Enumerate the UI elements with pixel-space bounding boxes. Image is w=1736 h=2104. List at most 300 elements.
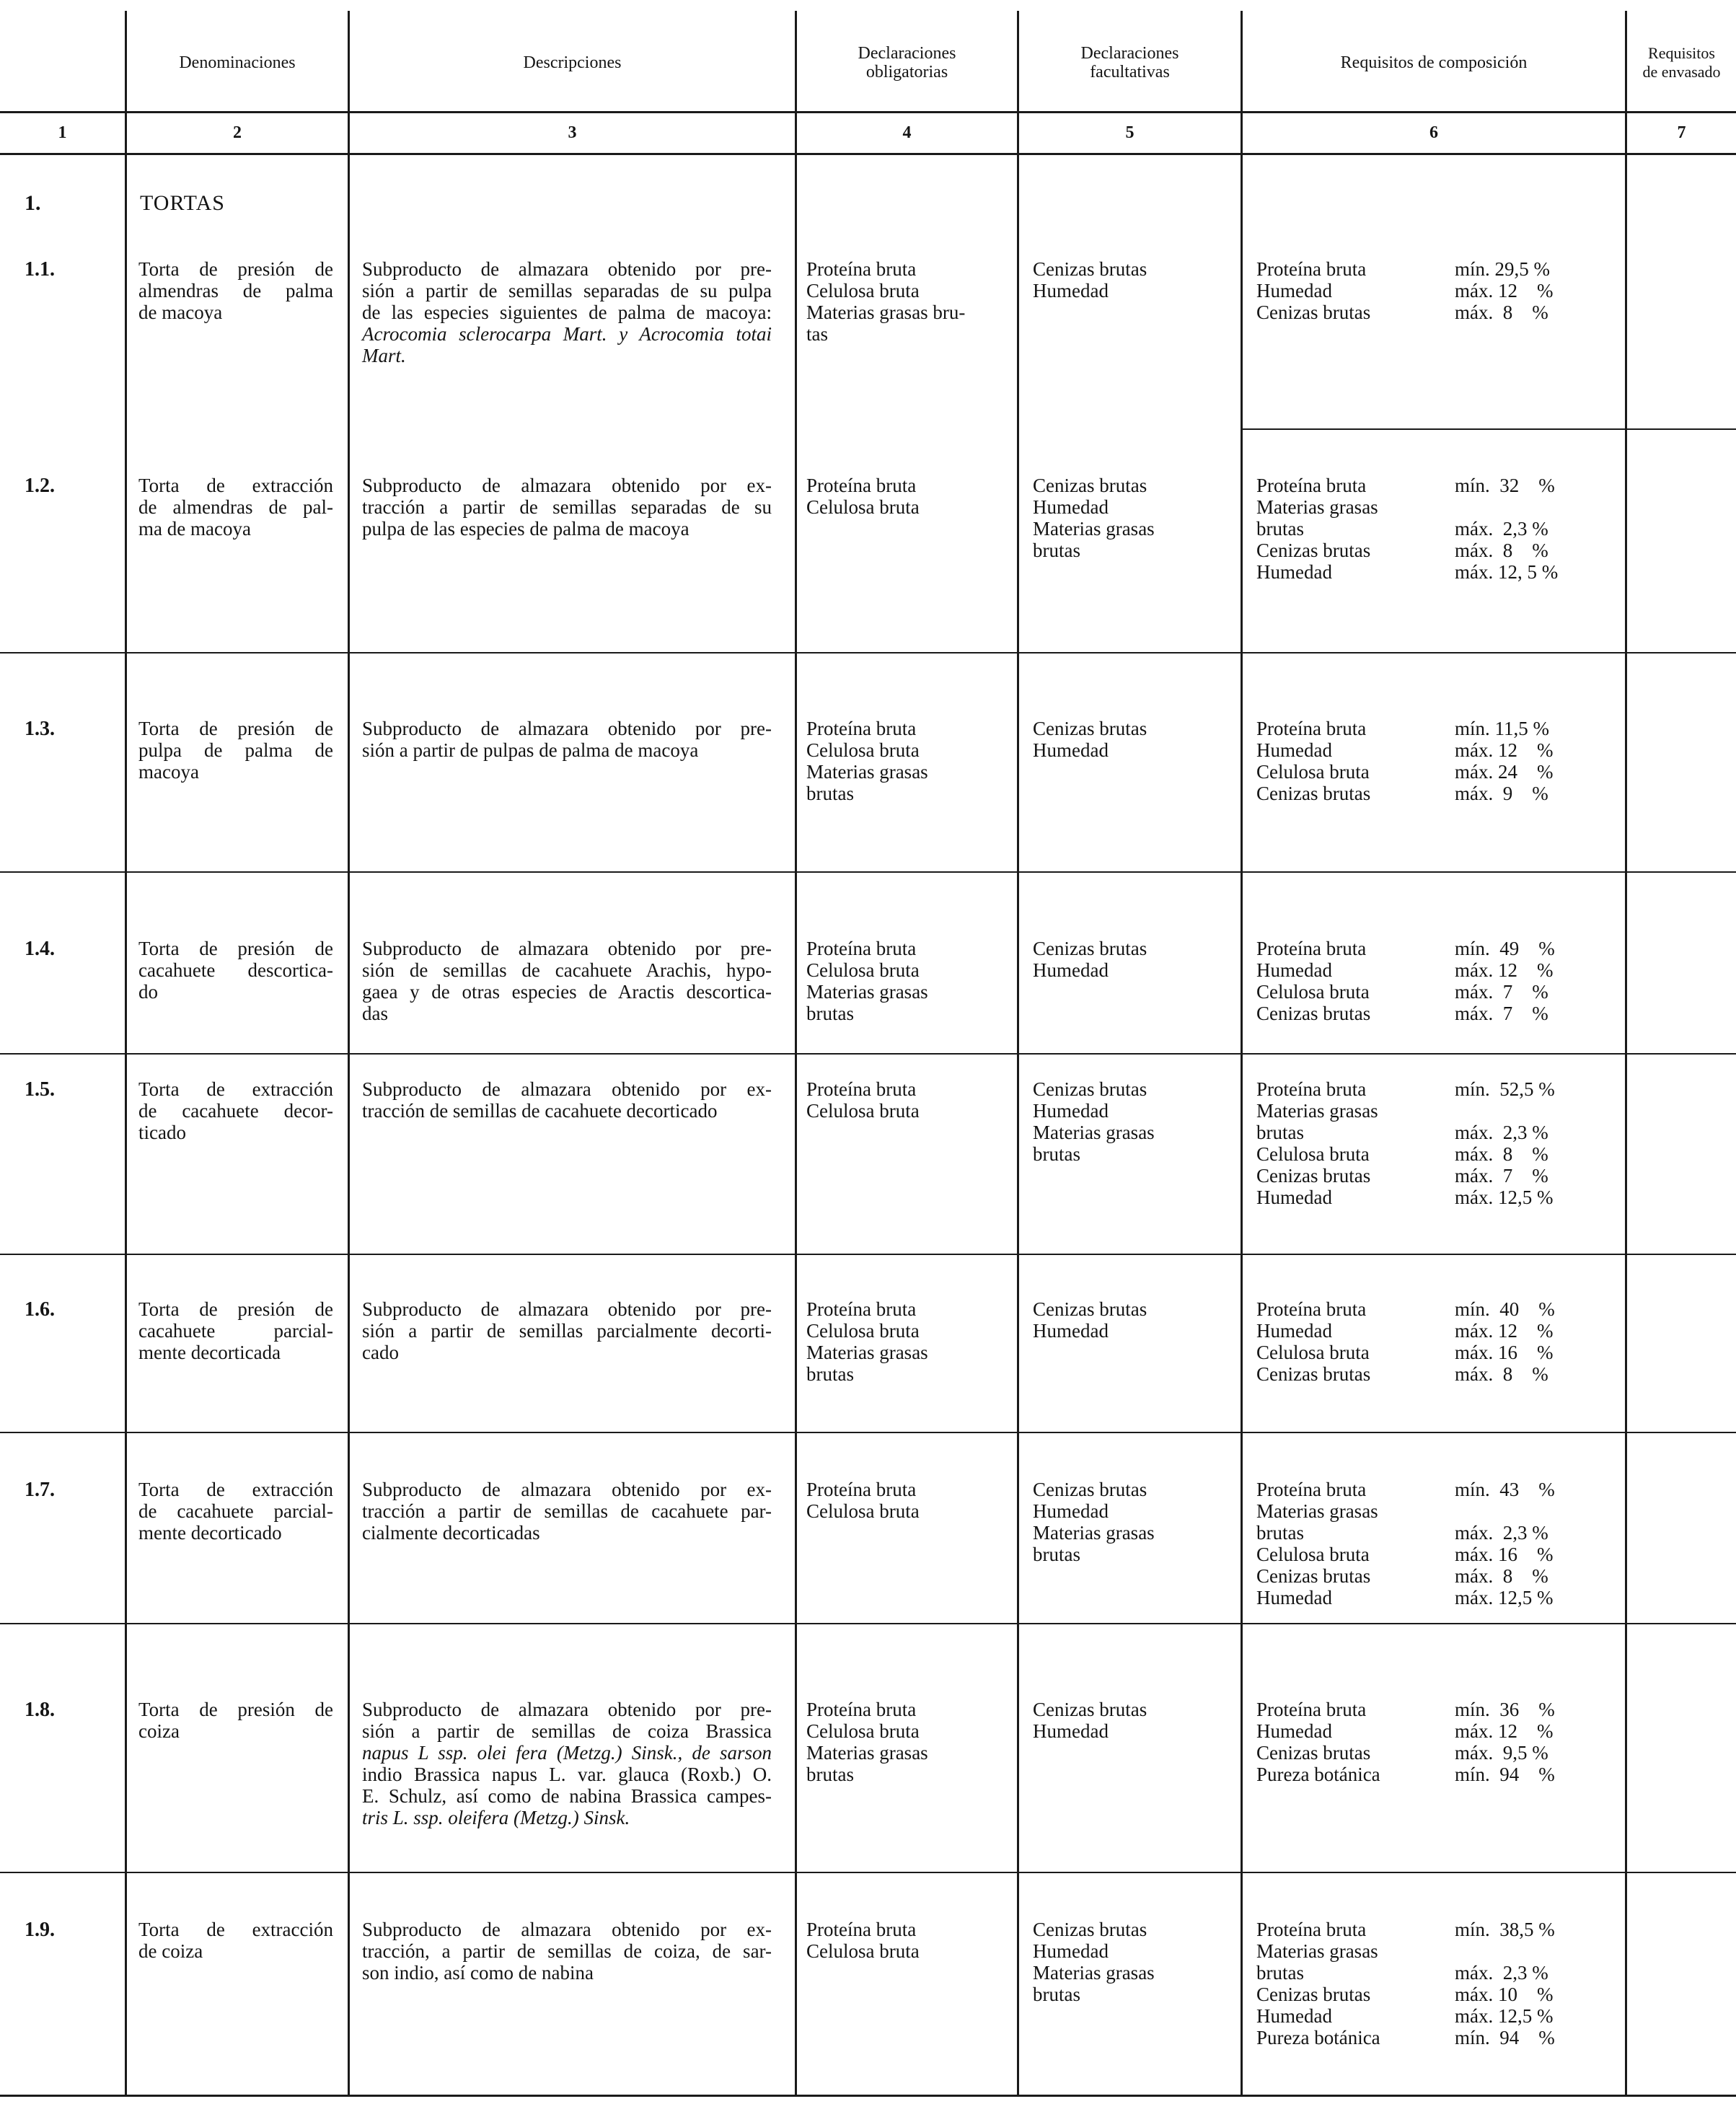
requisito-value: máx. 24 % xyxy=(1455,761,1554,783)
row-denominacion xyxy=(138,1479,333,1544)
text-line: indio Brassica napus L. var. glauca (Roxb.) O. xyxy=(362,1764,772,1785)
requisito-name: Humedad xyxy=(1256,561,1332,583)
text-line: tracción a partir de semillas separadas de su xyxy=(362,496,772,518)
column-divider xyxy=(795,11,797,2097)
text-line: sión a partir de semillas de coiza Brassica xyxy=(362,1720,772,1742)
requisito-line xyxy=(1256,1320,1613,1342)
text-line: brutas xyxy=(806,783,854,804)
requisito-value: mín. 43 % xyxy=(1455,1479,1555,1500)
text-line: das xyxy=(362,1003,388,1024)
text-line: tracción a partir de semillas de cacahuete par- xyxy=(362,1500,772,1522)
header-declaraciones-obligatorias xyxy=(797,14,1017,111)
row-number: 1.8. xyxy=(25,1699,55,1721)
row-descripcion xyxy=(362,718,772,761)
requisito-value: mín. 49 % xyxy=(1455,938,1555,959)
row-declaraciones-facultativas xyxy=(1033,1699,1235,1742)
requisito-value: máx. 12, 5 % xyxy=(1455,561,1559,583)
text-line: Cenizas brutas xyxy=(1033,938,1147,959)
text-line: Materias grasas bru- xyxy=(806,301,966,323)
text-line: Subproducto de almazara obtenido por pre- xyxy=(362,938,772,959)
requisito-name: Humedad xyxy=(1256,1587,1332,1608)
text-line: Celulosa bruta xyxy=(806,496,920,518)
text-line: Proteína bruta xyxy=(806,1078,917,1100)
column-number-rule xyxy=(0,153,1736,155)
text-line: Proteína bruta xyxy=(806,1479,917,1500)
text-line: de cacahuete parcial- xyxy=(138,1500,333,1522)
requisito-value: máx. 2,3 % xyxy=(1455,1962,1548,1984)
text-line: tracción, a partir de semillas de coiza, de sar- xyxy=(362,1940,772,1962)
header-line: obligatorias xyxy=(865,63,948,82)
requisito-name: Celulosa bruta xyxy=(1256,1342,1370,1363)
requisito-value: máx. 12,5 % xyxy=(1455,1187,1554,1208)
text-line: Celulosa bruta xyxy=(806,1940,920,1962)
row-denominacion xyxy=(138,1919,333,1962)
requisito-value: máx. 16 % xyxy=(1455,1544,1554,1565)
requisito-name: Humedad xyxy=(1256,739,1332,761)
row-separator xyxy=(0,652,1736,653)
requisito-name: Cenizas brutas xyxy=(1256,301,1371,323)
requisito-name: Cenizas brutas xyxy=(1256,540,1371,561)
requisito-value: máx. 8 % xyxy=(1455,1363,1548,1385)
text-line: Humedad xyxy=(1033,739,1109,761)
requisito-value: máx. 2,3 % xyxy=(1455,518,1548,540)
row-declaraciones-facultativas xyxy=(1033,1919,1235,2005)
requisito-name: Pureza botánica xyxy=(1256,2027,1380,2048)
requisito-name: Proteína bruta xyxy=(1256,718,1367,739)
requisito-value: mín. 29,5 % xyxy=(1455,258,1550,280)
requisito-name: Celulosa bruta xyxy=(1256,981,1370,1003)
text-line: Subproducto de almazara obtenido por pre- xyxy=(362,718,772,739)
requisito-name: Pureza botánica xyxy=(1256,1764,1380,1785)
text-line: Cenizas brutas xyxy=(1033,1479,1147,1500)
text-line: Torta de extracción xyxy=(138,1078,333,1100)
text-line: Humedad xyxy=(1033,280,1109,301)
requisito-value: máx. 12 % xyxy=(1455,1720,1554,1742)
text-line: Humedad xyxy=(1033,959,1109,981)
row-descripcion xyxy=(362,1699,772,1828)
requisito-name: Cenizas brutas xyxy=(1256,1003,1371,1024)
requisito-line xyxy=(1256,2027,1613,2048)
requisito-name: Materias grasas xyxy=(1256,1500,1378,1522)
requisito-value: mín. 32 % xyxy=(1455,475,1555,496)
text-line: Celulosa bruta xyxy=(806,959,920,981)
requisito-value: máx. 2,3 % xyxy=(1455,1122,1548,1143)
text-line: E. Schulz, así como de nabina Brassica campes- xyxy=(362,1785,772,1807)
row-declaraciones-obligatorias xyxy=(806,475,1008,518)
text-line: pulpa de palma de xyxy=(138,739,333,761)
requisito-line xyxy=(1256,1100,1613,1122)
text-line: cacahuete descortica- xyxy=(138,959,333,981)
text-line: Materias grasas xyxy=(1033,1522,1155,1544)
text-line: brutas xyxy=(1033,1143,1080,1165)
text-line: Subproducto de almazara obtenido por ex- xyxy=(362,1479,772,1500)
requisito-name: Humedad xyxy=(1256,1720,1332,1742)
text-line: Acrocomia sclerocarpa Mart. y Acrocomia totai xyxy=(362,323,772,345)
text-line: Materias grasas xyxy=(1033,1122,1155,1143)
requisito-line xyxy=(1256,1940,1613,1962)
requisito-line xyxy=(1256,1919,1613,1940)
row-declaraciones-facultativas xyxy=(1033,718,1235,761)
row-descripcion xyxy=(362,938,772,1024)
requisito-name: Humedad xyxy=(1256,2005,1332,2027)
row-declaraciones-facultativas xyxy=(1033,258,1235,301)
row-separator xyxy=(0,1623,1736,1624)
row-separator xyxy=(0,1872,1736,1873)
text-line: Torta de presión de xyxy=(138,1298,333,1320)
row-declaraciones-facultativas xyxy=(1033,475,1235,561)
row-descripcion xyxy=(362,1479,772,1544)
column-number: 4 xyxy=(902,123,912,142)
text-line: Torta de extracción xyxy=(138,475,333,496)
row-denominacion xyxy=(138,718,333,783)
requisito-value: máx. 12 % xyxy=(1455,739,1554,761)
row-descripcion xyxy=(362,258,772,366)
requisito-value: mín. 52,5 % xyxy=(1455,1078,1555,1100)
requisito-line xyxy=(1256,1742,1613,1764)
requisito-name: Humedad xyxy=(1256,1187,1332,1208)
text-line: Torta de extracción xyxy=(138,1479,333,1500)
row-separator xyxy=(0,871,1736,873)
text-line: Torta de presión de xyxy=(138,1699,333,1720)
requisito-line xyxy=(1256,1479,1613,1500)
text-line: brutas xyxy=(806,1764,854,1785)
requisito-value: máx. 7 % xyxy=(1455,1165,1548,1187)
requisito-name: Cenizas brutas xyxy=(1256,783,1371,804)
row-separator xyxy=(0,1432,1736,1433)
text-line: mente decorticado xyxy=(138,1522,282,1544)
text-line: Humedad xyxy=(1033,1720,1109,1742)
row-descripcion xyxy=(362,1298,772,1363)
row-declaraciones-obligatorias xyxy=(806,718,1008,804)
text-line: Celulosa bruta xyxy=(806,280,920,301)
text-line: Mart. xyxy=(362,345,406,366)
text-line: Torta de presión de xyxy=(138,938,333,959)
row-number: 1.3. xyxy=(25,718,55,740)
row-separator xyxy=(0,1254,1736,1255)
column-number: 7 xyxy=(1677,123,1686,142)
row-requisitos-composicion xyxy=(1256,938,1613,1024)
requisito-value: máx. 8 % xyxy=(1455,540,1548,561)
text-line: Materias grasas xyxy=(806,1742,928,1764)
text-line: Subproducto de almazara obtenido por pre- xyxy=(362,1699,772,1720)
row-denominacion xyxy=(138,938,333,1003)
column-number: 3 xyxy=(568,123,577,142)
row-declaraciones-obligatorias xyxy=(806,1078,1008,1122)
text-line: Materias grasas xyxy=(1033,1962,1155,1984)
text-line: Celulosa bruta xyxy=(806,1320,920,1342)
requisito-value: máx. 16 % xyxy=(1455,1342,1554,1363)
text-line: Subproducto de almazara obtenido por pre- xyxy=(362,1298,772,1320)
requisito-name: Proteína bruta xyxy=(1256,1479,1367,1500)
requisito-name: Materias grasas xyxy=(1256,496,1378,518)
text-line: Celulosa bruta xyxy=(806,1500,920,1522)
text-line: sión a partir de semillas separadas de su pulpa xyxy=(362,280,772,301)
text-line: Proteína bruta xyxy=(806,718,917,739)
text-line: Humedad xyxy=(1033,1500,1109,1522)
text-line: Cenizas brutas xyxy=(1033,718,1147,739)
requisito-name: Proteína bruta xyxy=(1256,258,1367,280)
text-line: son indio, así como de nabina xyxy=(362,1962,594,1984)
requisito-name: Humedad xyxy=(1256,959,1332,981)
requisito-line xyxy=(1256,2005,1613,2027)
requisito-name: Materias grasas xyxy=(1256,1100,1378,1122)
row-descripcion xyxy=(362,475,772,540)
row-requisitos-composicion xyxy=(1256,1919,1613,2048)
requisito-value xyxy=(1455,1500,1613,1522)
text-line: de las especies siguientes de palma de macoya: xyxy=(362,301,772,323)
requisito-name: Cenizas brutas xyxy=(1256,1742,1371,1764)
text-line: Proteína bruta xyxy=(806,475,917,496)
column-divider xyxy=(1625,11,1627,2097)
requisito-line xyxy=(1256,1565,1613,1587)
row-denominacion xyxy=(138,1298,333,1363)
row-requisitos-composicion xyxy=(1256,1298,1613,1385)
text-line: Proteína bruta xyxy=(806,1298,917,1320)
requisito-name: brutas xyxy=(1256,1122,1304,1143)
requisito-value xyxy=(1455,496,1613,518)
text-line: Cenizas brutas xyxy=(1033,1298,1147,1320)
text-line: sión de semillas de cacahuete Arachis, hypo- xyxy=(362,959,772,981)
requisito-name: Proteína bruta xyxy=(1256,1919,1367,1940)
row-number: 1.4. xyxy=(25,938,55,960)
requisito-name: Cenizas brutas xyxy=(1256,1363,1371,1385)
text-line: ticado xyxy=(138,1122,186,1143)
header-line: de envasado xyxy=(1642,63,1721,81)
requisito-value: mín. 11,5 % xyxy=(1455,718,1549,739)
row-descripcion xyxy=(362,1078,772,1122)
text-line: Celulosa bruta xyxy=(806,739,920,761)
requisito-line xyxy=(1256,783,1613,804)
requisito-value: máx. 7 % xyxy=(1455,981,1548,1003)
requisito-name: Proteína bruta xyxy=(1256,475,1367,496)
text-line: brutas xyxy=(1033,1984,1080,2005)
header-denominaciones: Denominaciones xyxy=(179,53,296,72)
text-line: Torta de presión de xyxy=(138,718,333,739)
requisito-name: Celulosa bruta xyxy=(1256,1143,1370,1165)
requisito-name: Cenizas brutas xyxy=(1256,1165,1371,1187)
text-line: cacahuete parcial- xyxy=(138,1320,333,1342)
requisito-value: mín. 38,5 % xyxy=(1455,1919,1555,1940)
text-line: tracción de semillas de cacahuete decorticado xyxy=(362,1100,718,1122)
text-line: Materias grasas xyxy=(806,981,928,1003)
text-line: brutas xyxy=(1033,540,1080,561)
row-denominacion xyxy=(138,475,333,540)
header-line: Requisitos xyxy=(1648,44,1715,62)
text-line: Celulosa bruta xyxy=(806,1100,920,1122)
row-declaraciones-facultativas xyxy=(1033,1078,1235,1165)
requisito-line xyxy=(1256,1984,1613,2005)
requisito-name: Proteína bruta xyxy=(1256,1699,1367,1720)
row-descripcion xyxy=(362,1919,772,1984)
row-separator xyxy=(1241,428,1736,430)
requisito-line xyxy=(1256,1078,1613,1100)
requisito-value: máx. 12 % xyxy=(1455,280,1554,301)
text-line: Subproducto de almazara obtenido por ex- xyxy=(362,1078,772,1100)
requisito-line xyxy=(1256,258,1613,280)
text-line: tas xyxy=(806,323,828,345)
text-line: Humedad xyxy=(1033,496,1109,518)
text-line: Proteína bruta xyxy=(806,1699,917,1720)
requisito-line xyxy=(1256,1962,1613,1984)
requisito-value xyxy=(1455,1940,1613,1962)
text-line: Proteína bruta xyxy=(806,258,917,280)
requisito-line xyxy=(1256,301,1613,323)
text-line: Cenizas brutas xyxy=(1033,1699,1147,1720)
requisito-line xyxy=(1256,1003,1613,1024)
requisito-line xyxy=(1256,1522,1613,1544)
requisito-value: máx. 8 % xyxy=(1455,1143,1548,1165)
text-line: Subproducto de almazara obtenido por ex- xyxy=(362,1919,772,1940)
row-requisitos-composicion xyxy=(1256,475,1613,583)
row-requisitos-composicion xyxy=(1256,258,1613,323)
text-line: Humedad xyxy=(1033,1320,1109,1342)
text-line: Materias grasas xyxy=(806,761,928,783)
row-number: 1.2. xyxy=(25,475,55,497)
row-declaraciones-obligatorias xyxy=(806,1699,1008,1785)
requisito-name: Cenizas brutas xyxy=(1256,1984,1371,2005)
requisito-line xyxy=(1256,718,1613,739)
requisito-name: Materias grasas xyxy=(1256,1940,1378,1962)
text-line: Celulosa bruta xyxy=(806,1720,920,1742)
header-line: facultativas xyxy=(1090,63,1170,82)
text-line: Materias grasas xyxy=(1033,518,1155,540)
row-declaraciones-obligatorias xyxy=(806,1298,1008,1385)
text-line: Cenizas brutas xyxy=(1033,258,1147,280)
row-number: 1.9. xyxy=(25,1919,55,1941)
text-line: brutas xyxy=(806,1363,854,1385)
header-requisitos-composicion: Requisitos de composición xyxy=(1340,53,1528,72)
text-line: tris L. ssp. oleifera (Metzg.) Sinsk. xyxy=(362,1807,630,1828)
text-line: cialmente decorticadas xyxy=(362,1522,540,1544)
requisito-name: Celulosa bruta xyxy=(1256,1544,1370,1565)
requisito-line xyxy=(1256,1363,1613,1385)
column-number: 6 xyxy=(1429,123,1438,142)
requisito-line xyxy=(1256,1699,1613,1720)
requisito-line xyxy=(1256,1720,1613,1742)
requisito-value: máx. 8 % xyxy=(1455,301,1548,323)
text-line: napus L ssp. olei fera (Metzg.) Sinsk., de sarson xyxy=(362,1742,772,1764)
column-number: 1 xyxy=(58,123,67,142)
text-line: Cenizas brutas xyxy=(1033,475,1147,496)
requisito-value: máx. 8 % xyxy=(1455,1565,1548,1587)
row-requisitos-composicion xyxy=(1256,1479,1613,1608)
text-line: coiza xyxy=(138,1720,180,1742)
requisito-value: mín. 36 % xyxy=(1455,1699,1555,1720)
text-line: de coiza xyxy=(138,1940,203,1962)
requisito-line xyxy=(1256,496,1613,518)
requisito-line xyxy=(1256,280,1613,301)
header-descripciones: Descripciones xyxy=(523,53,622,72)
row-declaraciones-obligatorias xyxy=(806,1919,1008,1962)
row-number: 1.1. xyxy=(25,258,55,281)
row-declaraciones-obligatorias xyxy=(806,258,1008,345)
requisito-line xyxy=(1256,1143,1613,1165)
requisito-name: Proteína bruta xyxy=(1256,938,1367,959)
requisito-name: brutas xyxy=(1256,1522,1304,1544)
text-line: cado xyxy=(362,1342,399,1363)
requisito-value: máx. 9,5 % xyxy=(1455,1742,1548,1764)
text-line: sión a partir de semillas parcialmente decorti- xyxy=(362,1320,772,1342)
row-requisitos-composicion xyxy=(1256,718,1613,804)
requisito-name: Celulosa bruta xyxy=(1256,761,1370,783)
row-requisitos-composicion xyxy=(1256,1078,1613,1208)
requisito-value: máx. 12,5 % xyxy=(1455,2005,1554,2027)
row-number: 1.7. xyxy=(25,1479,55,1501)
text-line: de almendras de pal- xyxy=(138,496,333,518)
text-line: ma de macoya xyxy=(138,518,251,540)
row-denominacion xyxy=(138,1078,333,1143)
requisito-line xyxy=(1256,475,1613,496)
text-line: brutas xyxy=(1033,1544,1080,1565)
text-line: Humedad xyxy=(1033,1940,1109,1962)
text-line: mente decorticada xyxy=(138,1342,281,1363)
requisito-value xyxy=(1455,1100,1613,1122)
column-number: 5 xyxy=(1125,123,1134,142)
row-separator xyxy=(0,1053,1736,1055)
requisito-line xyxy=(1256,1342,1613,1363)
row-number: 1.6. xyxy=(25,1298,55,1321)
requisito-value: máx. 9 % xyxy=(1455,783,1548,804)
text-line: de cacahuete decor- xyxy=(138,1100,333,1122)
text-line: Proteína bruta xyxy=(806,938,917,959)
row-denominacion xyxy=(138,1699,333,1742)
text-line: brutas xyxy=(806,1003,854,1024)
column-divider xyxy=(1241,11,1243,2097)
requisito-line xyxy=(1256,1165,1613,1187)
requisito-name: Proteína bruta xyxy=(1256,1298,1367,1320)
text-line: sión a partir de pulpas de palma de macoya xyxy=(362,739,699,761)
requisito-line xyxy=(1256,761,1613,783)
column-divider xyxy=(1017,11,1019,2097)
requisito-name: Humedad xyxy=(1256,1320,1332,1342)
header-line: Declaraciones xyxy=(1080,44,1179,63)
requisito-line xyxy=(1256,1298,1613,1320)
table-bottom-rule xyxy=(0,2095,1736,2097)
requisito-line xyxy=(1256,938,1613,959)
text-line: Subproducto de almazara obtenido por pre- xyxy=(362,258,772,280)
section-title: TORTAS xyxy=(140,191,225,215)
column-number: 2 xyxy=(233,123,242,142)
requisito-value: mín. 40 % xyxy=(1455,1298,1555,1320)
requisito-value: mín. 94 % xyxy=(1455,2027,1555,2048)
text-line: do xyxy=(138,981,158,1003)
requisito-line xyxy=(1256,540,1613,561)
requisito-name: brutas xyxy=(1256,518,1304,540)
requisito-name: brutas xyxy=(1256,1962,1304,1984)
text-line: Proteína bruta xyxy=(806,1919,917,1940)
row-declaraciones-facultativas xyxy=(1033,1479,1235,1565)
text-line: de macoya xyxy=(138,301,223,323)
row-declaraciones-obligatorias xyxy=(806,938,1008,1024)
row-number: 1.5. xyxy=(25,1078,55,1101)
header-line: Declaraciones xyxy=(858,44,956,63)
requisito-name: Humedad xyxy=(1256,280,1332,301)
text-line: macoya xyxy=(138,761,199,783)
text-line: Subproducto de almazara obtenido por ex- xyxy=(362,475,772,496)
row-declaraciones-facultativas xyxy=(1033,938,1235,981)
section-number: 1. xyxy=(25,191,41,215)
requisito-name: Cenizas brutas xyxy=(1256,1565,1371,1587)
requisito-value: máx. 12 % xyxy=(1455,959,1554,981)
text-line: Torta de extracción xyxy=(138,1919,333,1940)
requisito-value: máx. 7 % xyxy=(1455,1003,1548,1024)
requisito-value: mín. 94 % xyxy=(1455,1764,1555,1785)
text-line: Cenizas brutas xyxy=(1033,1919,1147,1940)
requisito-line xyxy=(1256,1122,1613,1143)
header-requisitos-envasado xyxy=(1627,14,1736,111)
header-declaraciones-facultativas xyxy=(1019,14,1241,111)
text-line: Cenizas brutas xyxy=(1033,1078,1147,1100)
